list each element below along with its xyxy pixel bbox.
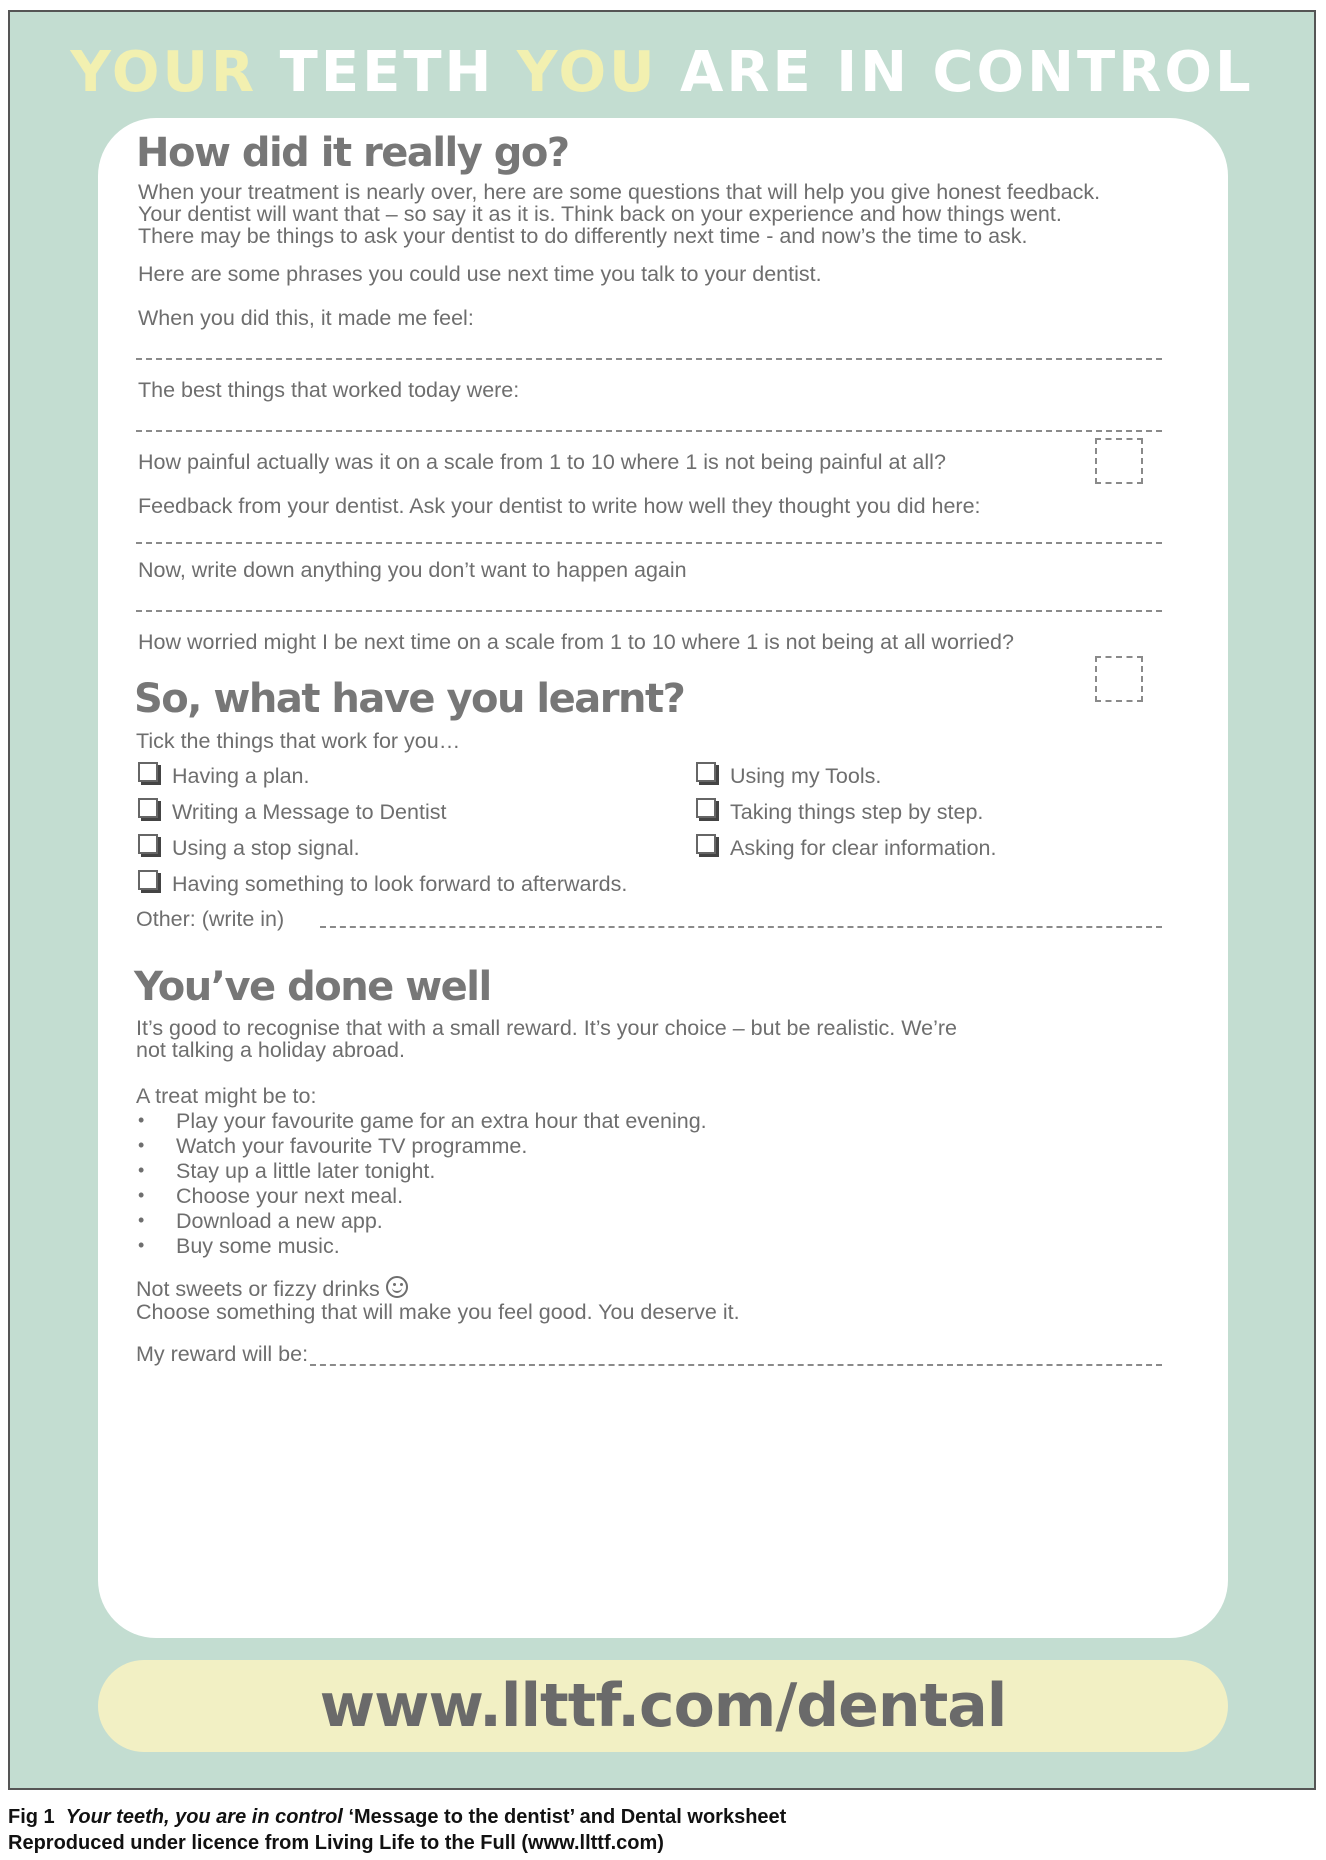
figure-caption-line-1	[8, 1806, 786, 1829]
heading-how-did-it-go: How did it really go?	[136, 130, 569, 176]
prompt-pain: How painful actually was it on a scale from 1 to 10 where 1 is not being painful at all?	[138, 450, 946, 474]
other-write-line[interactable]	[320, 926, 1162, 928]
item-step-by-step: Taking things step by step.	[730, 800, 984, 824]
pain-score-box[interactable]	[1095, 438, 1143, 484]
reward-write-line[interactable]	[310, 1364, 1162, 1366]
worry-score-box[interactable]	[1095, 656, 1143, 702]
figure-number: Fig 1	[8, 1806, 55, 1828]
treat-item-6: Buy some music.	[176, 1234, 340, 1258]
heading-youve-done-well: You’ve done well	[134, 964, 491, 1010]
figure-caption-line-2: Reproduced under licence from Living Life to the Full (www.llttf.com)	[8, 1832, 664, 1854]
banner-word-you: YOU	[516, 40, 658, 105]
website-url[interactable]: www.llttf.com/dental	[319, 1671, 1007, 1741]
treat-item-2: Watch your favourite TV programme.	[176, 1134, 528, 1158]
write-line-feel[interactable]	[136, 358, 1162, 360]
item-having-a-plan: Having a plan.	[172, 764, 310, 788]
intro-line-2: Your dentist will want that – so say it as it is. Think back on your experience and how things went.	[138, 202, 1062, 226]
bullet-2: •	[138, 1135, 145, 1155]
write-line-feedback[interactable]	[136, 542, 1162, 544]
banner-word-teeth: TEETH	[279, 40, 495, 105]
bullet-4: •	[138, 1185, 145, 1205]
item-using-my-tools: Using my Tools.	[730, 764, 882, 788]
banner-word-control: ARE IN CONTROL	[680, 40, 1254, 105]
reward-label: My reward will be:	[136, 1342, 309, 1366]
checkbox-look-forward[interactable]	[138, 870, 158, 890]
reward-para-line-2: not talking a holiday abroad.	[136, 1038, 405, 1062]
treat-intro: A treat might be to:	[136, 1084, 317, 1108]
prompt-feedback: Feedback from your dentist. Ask your dentist to write how well they thought you did here:	[138, 494, 981, 518]
prompt-again: Now, write down anything you don’t want to happen again	[138, 558, 687, 582]
smiley-icon	[386, 1276, 408, 1298]
item-clear-information: Asking for clear information.	[730, 836, 997, 860]
not-sweets-text: Not sweets or fizzy drinks	[136, 1277, 380, 1301]
not-sweets-line	[136, 1276, 408, 1302]
url-banner	[98, 1660, 1228, 1752]
reward-para-line-1: It’s good to recognise that with a small reward. It’s your choice – but be realistic. We’re	[136, 1016, 957, 1040]
prompt-feel: When you did this, it made me feel:	[138, 306, 474, 330]
choose-line: Choose something that will make you feel good. You deserve it.	[136, 1300, 740, 1324]
bullet-6: •	[138, 1235, 145, 1255]
bullet-3: •	[138, 1160, 145, 1180]
item-writing-message: Writing a Message to Dentist	[172, 800, 447, 824]
prompt-best: The best things that worked today were:	[138, 378, 520, 402]
tick-intro: Tick the things that work for you…	[136, 729, 461, 753]
other-label: Other: (write in)	[136, 907, 285, 931]
worksheet-card	[98, 118, 1228, 1638]
prompt-worried: How worried might I be next time on a scale from 1 to 10 where 1 is not being at all worried?	[138, 630, 1014, 654]
heading-what-have-you-learnt: So, what have you learnt?	[134, 676, 685, 722]
worksheet-poster	[8, 10, 1316, 1790]
treat-item-1: Play your favourite game for an extra hour that evening.	[176, 1109, 707, 1133]
treat-item-4: Choose your next meal.	[176, 1184, 404, 1208]
checkbox-writing-message[interactable]	[138, 798, 158, 818]
banner-word-your: YOUR	[70, 40, 258, 105]
checkbox-having-a-plan[interactable]	[138, 762, 158, 782]
figure-title-rest: ‘Message to the dentist’ and Dental worksheet	[348, 1806, 787, 1828]
intro-line-3: There may be things to ask your dentist to do differently next time - and now’s the time to ask.	[138, 224, 1028, 248]
checkbox-clear-information[interactable]	[696, 834, 716, 854]
phrases-intro: Here are some phrases you could use next time you talk to your dentist.	[138, 262, 822, 286]
checkbox-step-by-step[interactable]	[696, 798, 716, 818]
figure-title-italic: Your teeth, you are in control	[65, 1806, 343, 1828]
treat-item-3: Stay up a little later tonight.	[176, 1159, 436, 1183]
treat-item-5: Download a new app.	[176, 1209, 383, 1233]
item-stop-signal: Using a stop signal.	[172, 836, 360, 860]
bullet-1: •	[138, 1110, 145, 1130]
checkbox-stop-signal[interactable]	[138, 834, 158, 854]
bullet-5: •	[138, 1210, 145, 1230]
checkbox-using-my-tools[interactable]	[696, 762, 716, 782]
banner-title	[10, 40, 1314, 105]
write-line-best[interactable]	[136, 430, 1162, 432]
item-look-forward: Having something to look forward to afterwards.	[172, 872, 628, 896]
write-line-again[interactable]	[136, 610, 1162, 612]
intro-line-1: When your treatment is nearly over, here are some questions that will help you give honest feedback.	[138, 180, 1101, 204]
